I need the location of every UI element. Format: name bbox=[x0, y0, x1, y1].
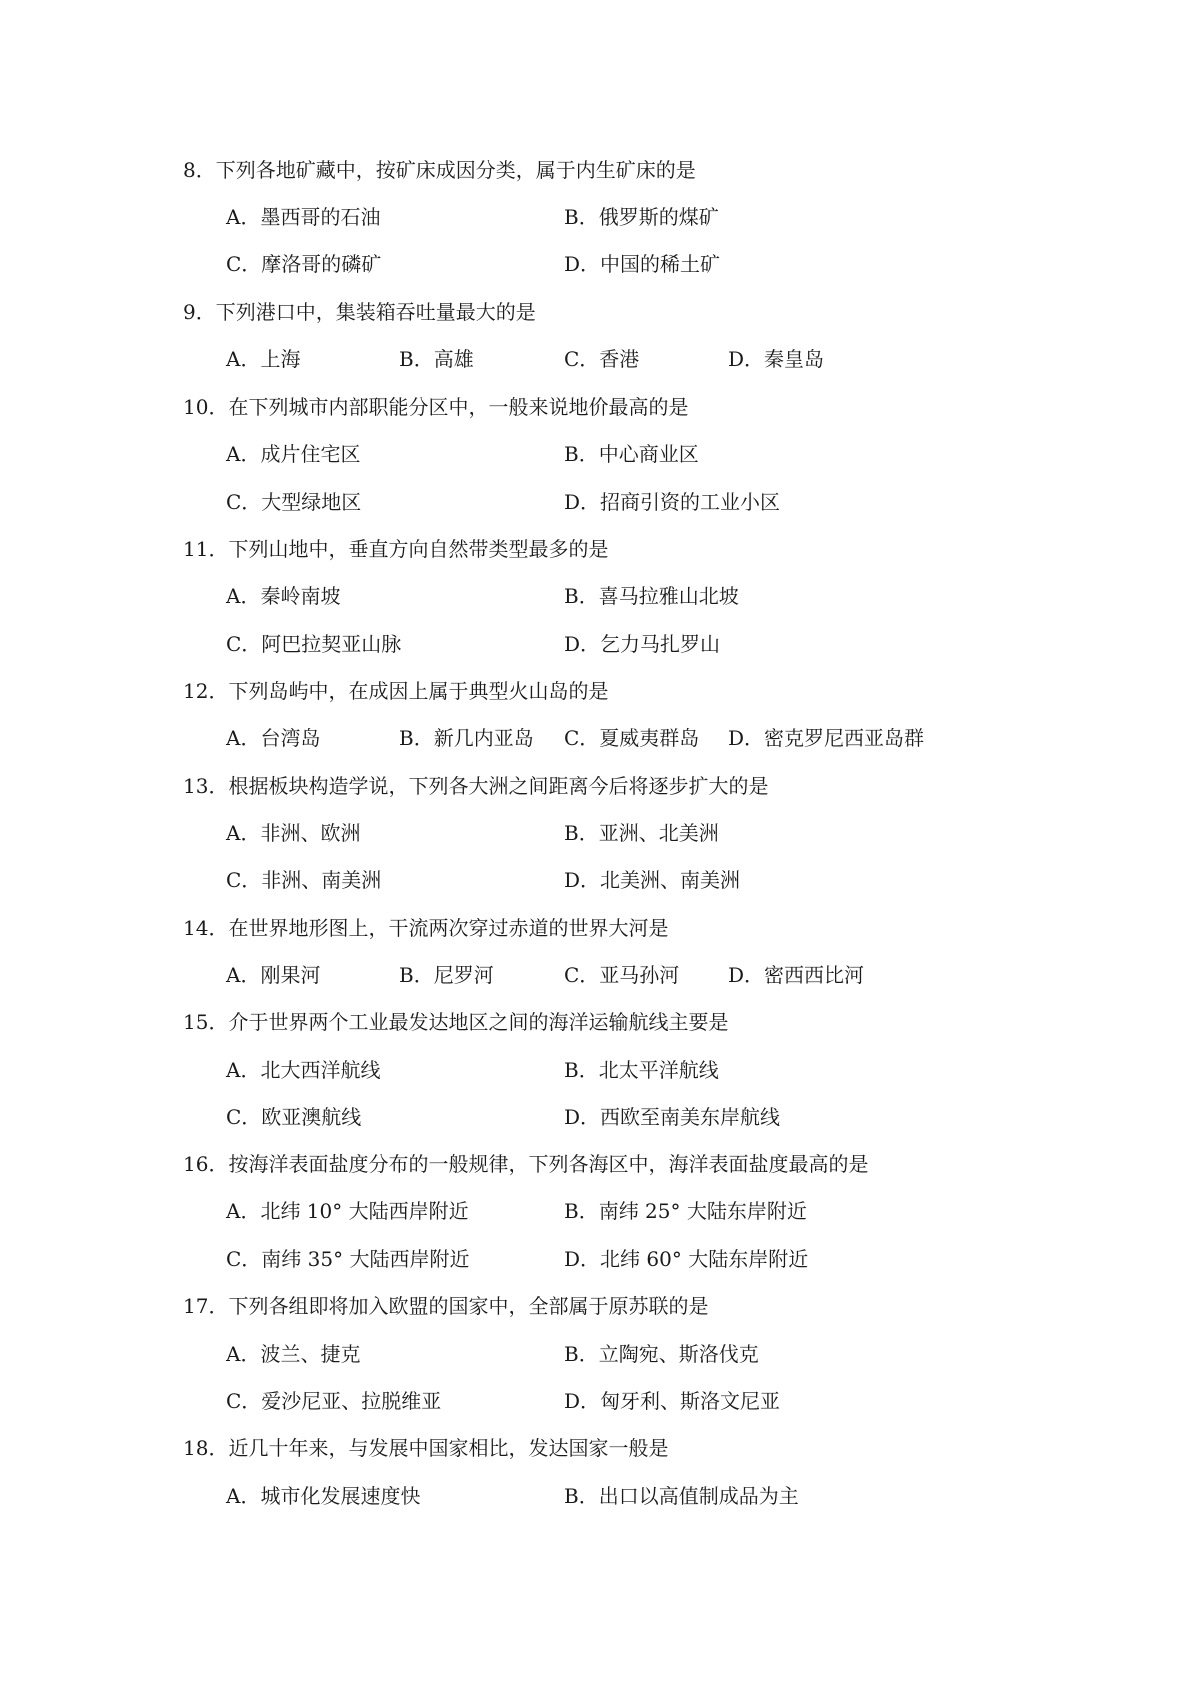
question-13-option-a: A．非洲、欧洲 bbox=[226, 821, 361, 845]
question-13-stem: 13．根据板块构造学说，下列各大洲之间距离今后将逐步扩大的是 bbox=[183, 774, 769, 798]
question-17-option-c: C．爱沙尼亚、拉脱维亚 bbox=[226, 1389, 442, 1413]
question-14-option-c: C．亚马孙河 bbox=[564, 963, 680, 987]
question-15-option-b: B．北太平洋航线 bbox=[564, 1058, 719, 1082]
question-8-option-a: A．墨西哥的石油 bbox=[226, 205, 381, 229]
question-8-option-c: C．摩洛哥的磷矿 bbox=[226, 252, 382, 276]
question-12-stem: 12．下列岛屿中，在成因上属于典型火山岛的是 bbox=[183, 679, 609, 703]
question-11-option-a: A．秦岭南坡 bbox=[226, 584, 341, 608]
question-15-option-a: A．北大西洋航线 bbox=[226, 1058, 381, 1082]
question-13-option-d: D．北美洲、南美洲 bbox=[564, 868, 741, 892]
question-17-option-d: D．匈牙利、斯洛文尼亚 bbox=[564, 1389, 781, 1413]
question-13-option-c: C．非洲、南美洲 bbox=[226, 868, 382, 892]
question-14-option-a: A．刚果河 bbox=[226, 963, 321, 987]
question-9-option-b: B．高雄 bbox=[399, 347, 474, 371]
question-11-stem: 11．下列山地中，垂直方向自然带类型最多的是 bbox=[183, 537, 609, 561]
question-14-option-b: B．尼罗河 bbox=[399, 963, 494, 987]
question-15-stem: 15．介于世界两个工业最发达地区之间的海洋运输航线主要是 bbox=[183, 1010, 729, 1034]
question-8-option-d: D．中国的稀土矿 bbox=[564, 252, 721, 276]
question-18-option-b: B．出口以高值制成品为主 bbox=[564, 1484, 799, 1508]
question-10-stem: 10．在下列城市内部职能分区中，一般来说地价最高的是 bbox=[183, 395, 689, 419]
question-16-option-a: A．北纬 10° 大陆西岸附近 bbox=[226, 1199, 469, 1223]
question-17-option-a: A．波兰、捷克 bbox=[226, 1342, 361, 1366]
question-10-option-b: B．中心商业区 bbox=[564, 442, 699, 466]
question-12-option-c: C．夏威夷群岛 bbox=[564, 726, 700, 750]
question-8-stem: 8．下列各地矿藏中，按矿床成因分类，属于内生矿床的是 bbox=[183, 158, 696, 182]
question-10-option-c: C．大型绿地区 bbox=[226, 490, 362, 514]
question-16-option-d: D．北纬 60° 大陆东岸附近 bbox=[564, 1247, 809, 1271]
question-11-option-c: C．阿巴拉契亚山脉 bbox=[226, 632, 402, 656]
question-10-option-a: A．成片住宅区 bbox=[226, 442, 361, 466]
question-14-option-d: D．密西西比河 bbox=[728, 963, 865, 987]
question-12-option-b: B．新几内亚岛 bbox=[399, 726, 534, 750]
question-8-option-b: B．俄罗斯的煤矿 bbox=[564, 205, 719, 229]
question-15-option-d: D．西欧至南美东岸航线 bbox=[564, 1105, 781, 1129]
question-11-option-d: D．乞力马扎罗山 bbox=[564, 632, 721, 656]
question-16-option-c: C．南纬 35° 大陆西岸附近 bbox=[226, 1247, 470, 1271]
question-13-option-b: B．亚洲、北美洲 bbox=[564, 821, 719, 845]
question-12-option-d: D．密克罗尼西亚岛群 bbox=[728, 726, 925, 750]
question-17-option-b: B．立陶宛、斯洛伐克 bbox=[564, 1342, 759, 1366]
question-10-option-d: D．招商引资的工业小区 bbox=[564, 490, 781, 514]
question-11-option-b: B．喜马拉雅山北坡 bbox=[564, 584, 739, 608]
question-15-option-c: C．欧亚澳航线 bbox=[226, 1105, 362, 1129]
question-18-option-a: A．城市化发展速度快 bbox=[226, 1484, 421, 1508]
question-9-option-c: C．香港 bbox=[564, 347, 640, 371]
question-9-option-d: D．秦皇岛 bbox=[728, 347, 825, 371]
question-16-stem: 16．按海洋表面盐度分布的一般规律，下列各海区中，海洋表面盐度最高的是 bbox=[183, 1152, 869, 1176]
question-17-stem: 17．下列各组即将加入欧盟的国家中，全部属于原苏联的是 bbox=[183, 1294, 709, 1318]
question-14-stem: 14．在世界地形图上，干流两次穿过赤道的世界大河是 bbox=[183, 916, 669, 940]
question-9-option-a: A．上海 bbox=[226, 347, 301, 371]
question-16-option-b: B．南纬 25° 大陆东岸附近 bbox=[564, 1199, 807, 1223]
question-18-stem: 18．近几十年来，与发展中国家相比，发达国家一般是 bbox=[183, 1436, 669, 1460]
question-9-stem: 9．下列港口中，集装箱吞吐量最大的是 bbox=[183, 300, 536, 324]
question-12-option-a: A．台湾岛 bbox=[226, 726, 321, 750]
